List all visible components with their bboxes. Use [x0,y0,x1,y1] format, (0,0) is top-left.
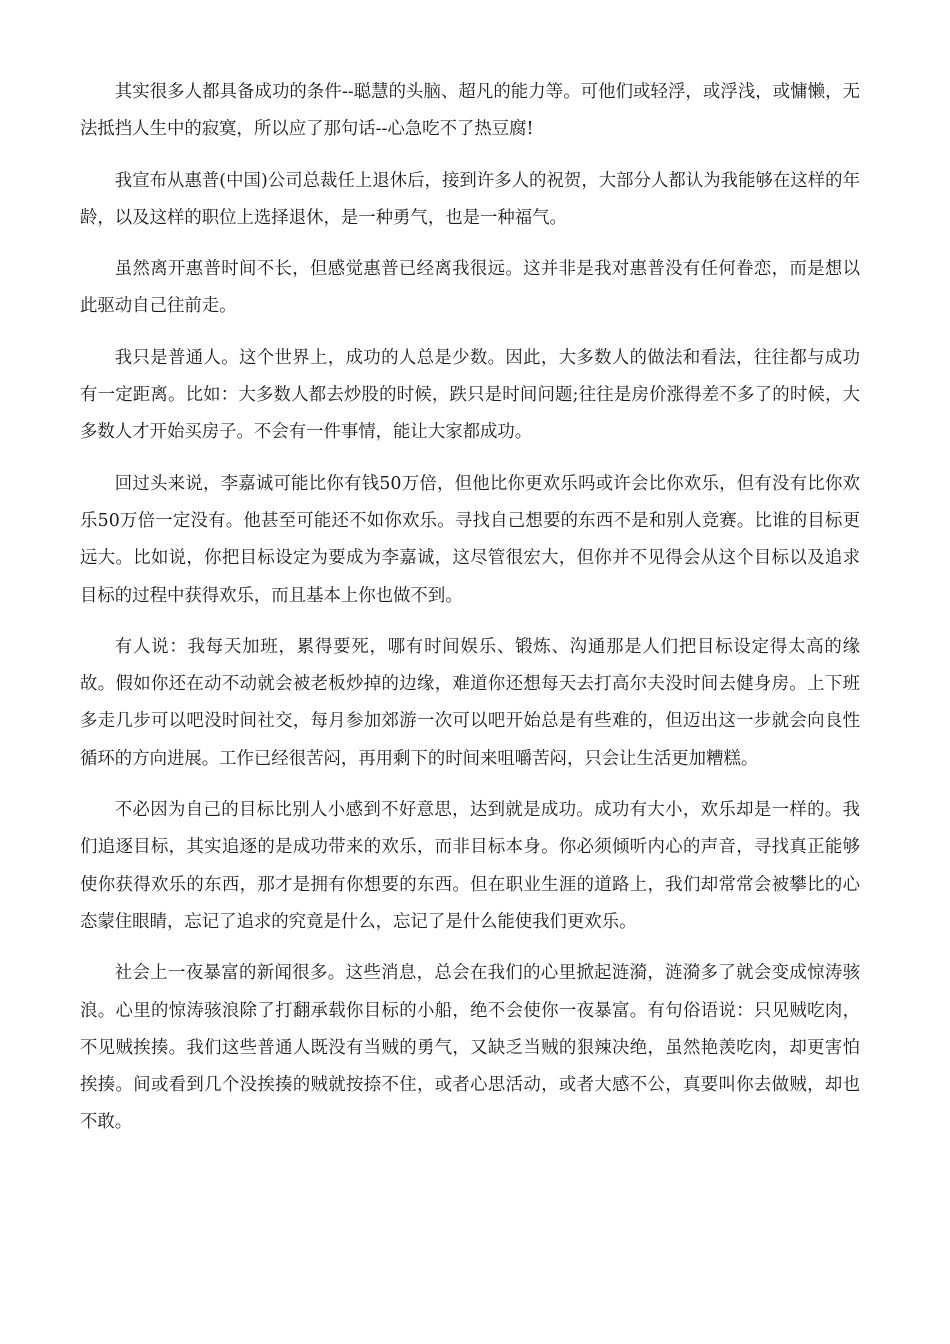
paragraph-5: 回过头来说，李嘉诚可能比你有钱50万倍，但他比你更欢乐吗或许会比你欢乐，但有没有比你欢乐50万倍一定没有。他甚至可能还不如你欢乐。寻找自己想要的东西不是和别人竞赛。比谁的目标更远大。比如说，你把目标设定为要成为李嘉诚，这尽管很宏大，但你并不见得会从这个目标以及追求目标的过程中获得欢乐，而且基本上你也做不到。 [80,473,860,606]
document-body [80,74,860,1156]
paragraph-2: 我宣布从惠普(中国)公司总裁任上退休后，接到许多人的祝贺，大部分人都认为我能够在这样的年龄，以及这样的职位上选择退休，是一种勇气，也是一种福气。 [80,170,860,228]
paragraph-6: 有人说：我每天加班，累得要死，哪有时间娱乐、锻炼、沟通那是人们把目标设定得太高的缘故。假如你还在动不动就会被老板炒掉的边缘，难道你还想每天去打高尔夫没时间去健身房。上下班多走几步可以吧没时间社交，每月参加郊游一次可以吧开始总是有些难的，但迈出这一步就会向良性循环的方向进展。工作已经很苦闷，再用剩下的时间来咀嚼苦闷，只会让生活更加糟糕。 [80,636,860,769]
paragraph-3: 虽然离开惠普时间不长，但感觉惠普已经离我很远。这并非是我对惠普没有任何眷恋，而是想以此驱动自己往前走。 [80,259,860,317]
paragraph-7: 不必因为自己的目标比别人小感到不好意思，达到就是成功。成功有大小，欢乐却是一样的。我们追逐目标，其实追逐的是成功带来的欢乐，而非目标本身。你必须倾听内心的声音，寻找真正能够使你获得欢乐的东西，那才是拥有你想要的东西。但在职业生涯的道路上，我们却常常会被攀比的心态蒙住眼睛，忘记了追求的究竟是什么，忘记了是什么能使我们更欢乐。 [80,800,860,932]
paragraph-1: 其实很多人都具备成功的条件--聪慧的头脑、超凡的能力等。可他们或轻浮，或浮浅，或慵懒，无法抵挡人生中的寂寞，所以应了那句话--心急吃不了热豆腐! [80,82,860,140]
paragraph-8: 社会上一夜暴富的新闻很多。这些消息，总会在我们的心里掀起涟漪，涟漪多了就会变成惊涛骇浪。心里的惊涛骇浪除了打翻承载你目标的小船，绝不会使你一夜暴富。有句俗语说：只见贼吃肉，不见贼挨揍。我们这些普通人既没有当贼的勇气，又缺乏当贼的狠辣决绝，虽然艳羡吃肉，却更害怕挨揍。间或看到几个没挨揍的贼就按捺不住，或者心思活动，或者大感不公，真要叫你去做贼，却也不敢。 [80,963,860,1133]
paragraph-4: 我只是普通人。这个世界上，成功的人总是少数。因此，大多数人的做法和看法，往往都与成功有一定距离。比如：大多数人都去炒股的时候，跌只是时间问题;往往是房价涨得差不多了的时候，大多数人才开始买房子。不会有一件事情，能让大家都成功。 [80,347,860,443]
